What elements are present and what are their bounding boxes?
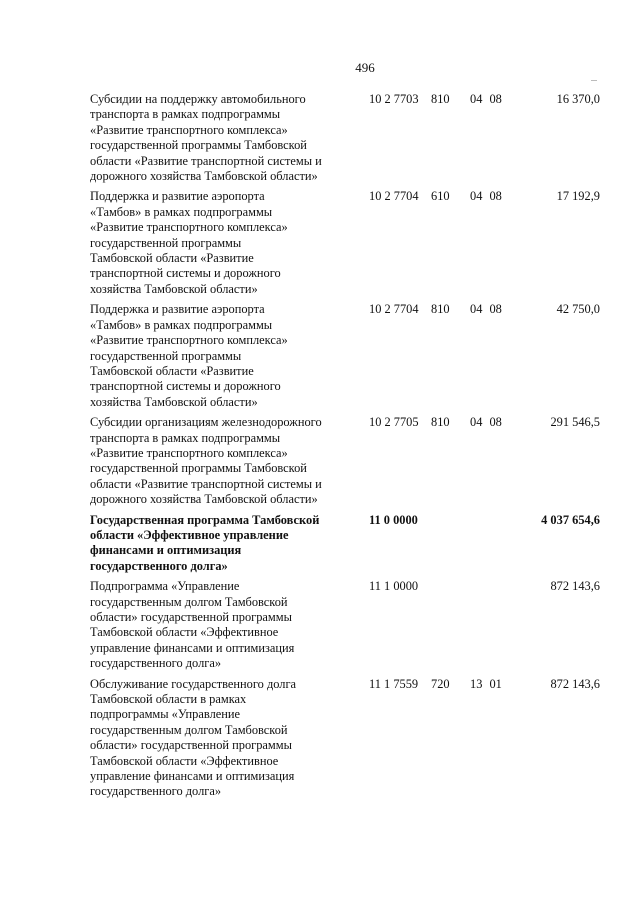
row-section-subsection: 04 08 [470, 189, 502, 204]
row-amount: 872 143,6 [550, 579, 600, 594]
row-target-code: 10 2 7704 [369, 302, 419, 317]
row-target-code: 10 2 7704 [369, 189, 419, 204]
row-expense-type: 720 [431, 676, 450, 691]
table-row [90, 579, 600, 671]
table-row [90, 92, 600, 184]
row-amount: 17 192,9 [556, 189, 600, 204]
row-amount: 42 750,0 [556, 302, 600, 317]
budget-table [90, 92, 600, 805]
table-row [90, 189, 600, 297]
page-number: 496 [355, 60, 375, 75]
row-amount: 16 370,0 [556, 92, 600, 106]
row-description: Поддержка и развитие аэропорта «Тамбов» в рамках подпрограммы «Развитие транспортного комплекса» государственной программы Тамбовской области «Развитие транспортной системы и дорожного хозяйства Тамбовской области» [90, 302, 288, 409]
row-description: Обслуживание государственного долга Тамбовской области в рамках подпрограммы «Управление государственным долгом Тамбовской области» государственной программы Тамбовской области «Эффективное управление финансами и оптимизация государственного долга» [90, 676, 297, 799]
row-amount: 291 546,5 [550, 415, 600, 430]
row-expense-type: 810 [431, 415, 450, 430]
row-expense-type: 810 [431, 92, 450, 106]
row-description: Подпрограмма «Управление государственным долгом Тамбовской области» государственной программы Тамбовской области «Эффективное управление финансами и оптимизация государственного долга» [90, 579, 295, 671]
row-amount: 4 037 654,6 [541, 512, 600, 527]
row-description: Государственная программа Тамбовской области «Эффективное управление финансами и оптимизация государственного долга» [90, 512, 320, 573]
row-description: Субсидии организациям железнодорожного транспорта в рамках подпрограммы «Развитие транспортного комплекса» государственной программы Тамбовской области «Развитие транспортной системы и дорожного хозяйства Тамбовской области» [90, 415, 322, 507]
row-section-subsection: 13 01 [470, 676, 502, 691]
scan-artifact-mark [591, 80, 597, 81]
table-row [90, 302, 600, 410]
row-expense-type: 810 [431, 302, 450, 317]
row-target-code: 11 0 0000 [369, 512, 418, 527]
table-row [90, 677, 600, 800]
row-target-code: 11 1 7559 [369, 676, 419, 691]
row-target-code: 10 2 7703 [369, 92, 419, 106]
table-row [90, 415, 600, 507]
row-description: Субсидии на поддержку автомобильного транспорта в рамках подпрограммы «Развитие транспортного комплекса» государственной программы Тамбовской области «Развитие транспортной системы и дорожного хозяйства Тамбовской области» [90, 92, 322, 184]
row-expense-type: 610 [431, 189, 450, 204]
row-section-subsection: 04 08 [470, 92, 502, 106]
table-row [90, 513, 600, 575]
row-section-subsection: 04 08 [470, 415, 502, 430]
row-section-subsection: 04 08 [470, 302, 502, 317]
row-target-code: 11 1 0000 [369, 579, 419, 594]
row-amount: 872 143,6 [550, 676, 600, 691]
row-target-code: 10 2 7705 [369, 415, 419, 430]
row-description: Поддержка и развитие аэропорта «Тамбов» в рамках подпрограммы «Развитие транспортного комплекса» государственной программы Тамбовской области «Развитие транспортной системы и дорожного хозяйства Тамбовской области» [90, 189, 288, 296]
